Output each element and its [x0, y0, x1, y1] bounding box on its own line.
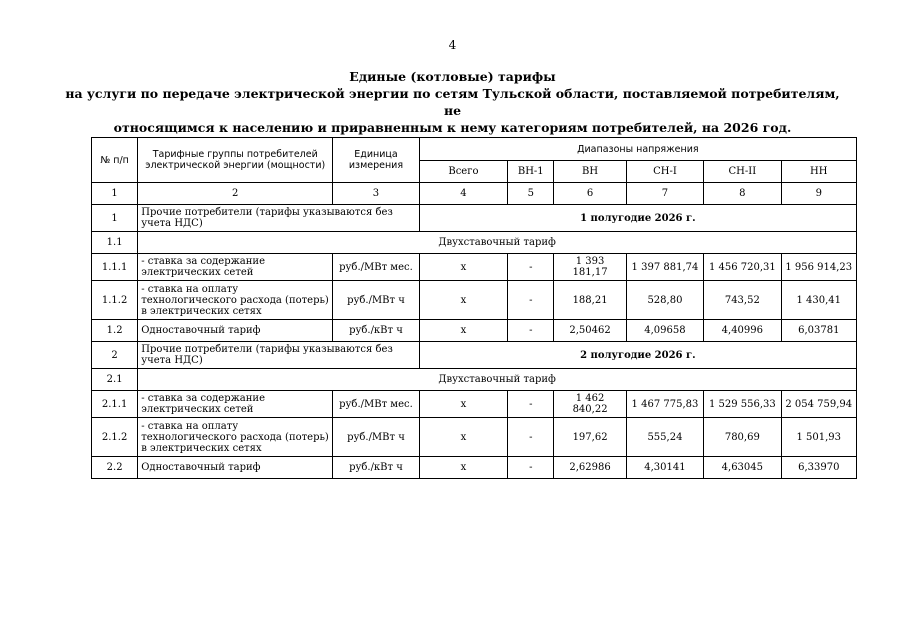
period-label: 1 полугодие 2026 г.: [419, 205, 856, 232]
value-total: х: [419, 418, 507, 457]
index-cell: 6: [554, 183, 626, 205]
document-title: [60, 68, 845, 136]
row-unit: руб./кВт ч: [333, 320, 419, 342]
title-line-2: на услуги по передаче электрической энергии по сетям Тульской области, поставляемой потребителям, не: [65, 86, 840, 118]
page-number: 4: [448, 38, 457, 52]
row-unit: руб./кВт ч: [333, 457, 419, 479]
value-vn1: -: [508, 320, 554, 342]
title-line-1: Единые (котловые) тарифы: [349, 69, 556, 84]
row-num: 1.1: [92, 232, 138, 254]
value-vn: 197,62: [554, 418, 626, 457]
value-vn: 2,62986: [554, 457, 626, 479]
header-group: Тарифные группы потребителей электрической энергии (мощности): [138, 138, 333, 183]
value-total: х: [419, 281, 507, 320]
value-nn: 6,03781: [781, 320, 856, 342]
index-cell: 9: [781, 183, 856, 205]
table-row: [92, 418, 857, 457]
value-nn: 1 501,93: [781, 418, 856, 457]
index-cell: 8: [704, 183, 781, 205]
row-num: 2.1.2: [92, 418, 138, 457]
row-num: 1.2: [92, 320, 138, 342]
value-total: х: [419, 391, 507, 418]
value-total: х: [419, 320, 507, 342]
table-row: [92, 391, 857, 418]
header-col-nn: НН: [781, 161, 856, 183]
table-index-row: [92, 183, 857, 205]
value-sn1: 4,30141: [626, 457, 703, 479]
title-line-3: относящимся к населению и приравненным к нему категориям потребителей, на 2026 год.: [113, 120, 792, 135]
value-sn2: 743,52: [704, 281, 781, 320]
subsection-row: [92, 369, 857, 391]
header-col-sn1: СН-I: [626, 161, 703, 183]
value-sn2: 1 529 556,33: [704, 391, 781, 418]
value-sn2: 780,69: [704, 418, 781, 457]
value-sn1: 1 467 775,83: [626, 391, 703, 418]
row-label: Одноставочный тариф: [138, 320, 333, 342]
index-cell: 5: [508, 183, 554, 205]
value-sn1: 555,24: [626, 418, 703, 457]
value-sn2: 4,40996: [704, 320, 781, 342]
section-row: [92, 342, 857, 369]
row-unit: руб./МВт ч: [333, 281, 419, 320]
section-row: [92, 205, 857, 232]
index-cell: 7: [626, 183, 703, 205]
row-num: 2.1.1: [92, 391, 138, 418]
header-col-vn: ВН: [554, 161, 626, 183]
value-sn1: 1 397 881,74: [626, 254, 703, 281]
row-label: Одноставочный тариф: [138, 457, 333, 479]
value-sn2: 4,63045: [704, 457, 781, 479]
value-vn: 1 462 840,22: [554, 391, 626, 418]
value-nn: 1 956 914,23: [781, 254, 856, 281]
row-num: 2.1: [92, 369, 138, 391]
row-label: - ставка на оплату технологического расхода (потерь) в электрических сетях: [138, 418, 333, 457]
value-nn: 2 054 759,94: [781, 391, 856, 418]
value-vn1: -: [508, 391, 554, 418]
row-num: 1: [92, 205, 138, 232]
value-total: х: [419, 457, 507, 479]
table-row: [92, 281, 857, 320]
table-row: [92, 320, 857, 342]
header-num: № п/п: [92, 138, 138, 183]
subsection-label: Двухставочный тариф: [138, 369, 857, 391]
table-row: [92, 457, 857, 479]
value-sn1: 528,80: [626, 281, 703, 320]
header-col-sn2: СН-II: [704, 161, 781, 183]
value-vn: 2,50462: [554, 320, 626, 342]
tariff-table: [91, 137, 857, 479]
row-num: 1.1.1: [92, 254, 138, 281]
value-vn1: -: [508, 254, 554, 281]
subsection-row: [92, 232, 857, 254]
header-unit: Единица измерения: [333, 138, 419, 183]
header-col-vn1: ВН-1: [508, 161, 554, 183]
header-ranges: Диапазоны напряжения: [419, 138, 856, 161]
value-vn1: -: [508, 281, 554, 320]
value-total: х: [419, 254, 507, 281]
value-vn: 188,21: [554, 281, 626, 320]
row-num: 1.1.2: [92, 281, 138, 320]
table-header-row: [92, 138, 857, 161]
value-nn: 6,33970: [781, 457, 856, 479]
row-unit: руб./МВт мес.: [333, 254, 419, 281]
value-vn: 1 393 181,17: [554, 254, 626, 281]
value-nn: 1 430,41: [781, 281, 856, 320]
index-cell: 3: [333, 183, 419, 205]
row-num: 2.2: [92, 457, 138, 479]
value-vn1: -: [508, 457, 554, 479]
subsection-label: Двухставочный тариф: [138, 232, 857, 254]
index-cell: 2: [138, 183, 333, 205]
value-vn1: -: [508, 418, 554, 457]
row-label: - ставка за содержание электрических сетей: [138, 254, 333, 281]
index-cell: 4: [419, 183, 507, 205]
value-sn1: 4,09658: [626, 320, 703, 342]
value-sn2: 1 456 720,31: [704, 254, 781, 281]
row-num: 2: [92, 342, 138, 369]
row-label: - ставка на оплату технологического расхода (потерь) в электрических сетях: [138, 281, 333, 320]
period-label: 2 полугодие 2026 г.: [419, 342, 856, 369]
section-label: Прочие потребители (тарифы указываются без учета НДС): [138, 205, 419, 232]
row-unit: руб./МВт мес.: [333, 391, 419, 418]
row-unit: руб./МВт ч: [333, 418, 419, 457]
header-col-total: Всего: [419, 161, 507, 183]
section-label: Прочие потребители (тарифы указываются без учета НДС): [138, 342, 419, 369]
row-label: - ставка за содержание электрических сетей: [138, 391, 333, 418]
index-cell: 1: [92, 183, 138, 205]
table-row: [92, 254, 857, 281]
